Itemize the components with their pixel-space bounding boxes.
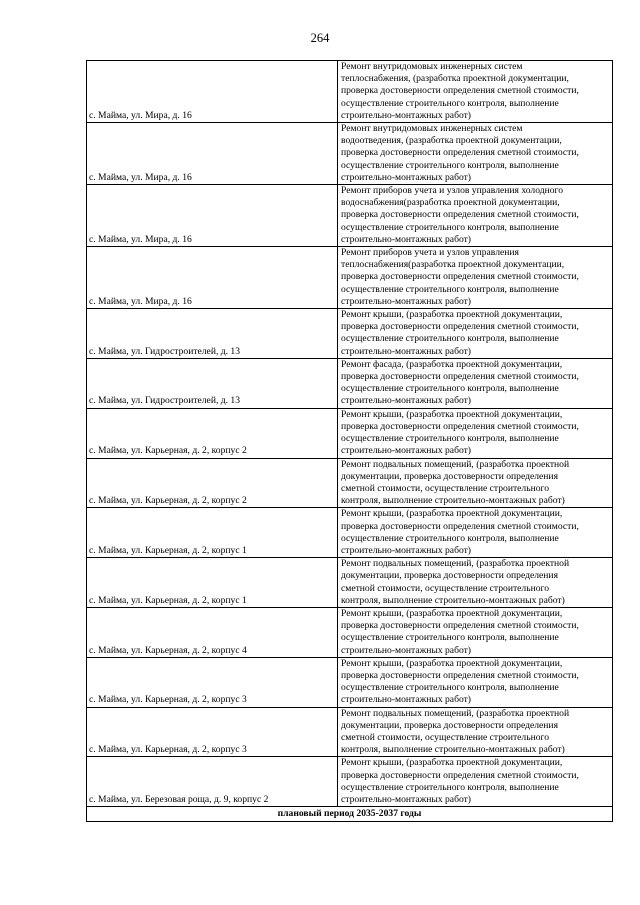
work-description-line: проверка достоверности определения сметной стоимости, (341, 520, 579, 532)
work-description-line: Ремонт крыши, (разработка проектной документации, (341, 607, 563, 619)
work-description-line: теплоснабжения(разработка проектной документации, (341, 259, 565, 271)
table-row (87, 185, 613, 247)
work-description-line: Ремонт приборов учета и узлов управления холодного (341, 185, 564, 197)
work-description-line: строительно-монтажных работ) (341, 793, 472, 805)
work-description-line: осуществление строительного контроля, выполнение (341, 283, 559, 295)
work-description-cell (338, 607, 613, 657)
work-description-line: проверка достоверности определения сметной стоимости, (341, 769, 579, 781)
table-row (87, 458, 613, 508)
work-description-line: теплоснабжения, (разработка проектной документации, (341, 73, 569, 85)
work-description-cell (338, 657, 613, 707)
work-description-line: осуществление строительного контроля, выполнение (341, 682, 559, 694)
work-description-line: осуществление строительного контроля, выполнение (341, 433, 559, 445)
work-description-line: проверка достоверности определения сметной стоимости, (341, 371, 579, 383)
work-description-line: контроля, выполнение строительно-монтажных работ) (341, 495, 565, 507)
work-description-line: контроля, выполнение строительно-монтажных работ) (341, 594, 565, 606)
table-row (87, 657, 613, 707)
table-row (87, 508, 613, 558)
table-row (87, 757, 613, 807)
address-cell: с. Майма, ул. Карьерная, д. 2, корпус 1 (87, 508, 338, 558)
work-description-line: осуществление строительного контроля, выполнение (341, 221, 559, 233)
work-description-line: Ремонт крыши, (разработка проектной документации, (341, 408, 563, 420)
work-description-line: осуществление строительного контроля, выполнение (341, 97, 559, 109)
work-description-line: строительно-монтажных работ) (341, 395, 472, 407)
works-table-body (87, 61, 613, 822)
address-cell: с. Майма, ул. Мира, д. 16 (87, 123, 338, 185)
table-row (87, 247, 613, 309)
table-row (87, 607, 613, 657)
page-number: 264 (310, 31, 330, 45)
work-description-line: сметной стоимости, осуществление строительного (341, 482, 549, 494)
work-description-line: осуществление строительного контроля, выполнение (341, 781, 559, 793)
address-cell: с. Майма, ул. Мира, д. 16 (87, 247, 338, 309)
work-description-line: документации, проверка достоверности определения (341, 470, 558, 482)
work-description-cell (338, 707, 613, 757)
work-description-cell (338, 61, 613, 123)
work-description-line: водоснабжения(разработка проектной документации, (341, 197, 560, 209)
work-description-line: строительно-монтажных работ) (341, 544, 472, 556)
work-description-cell (338, 123, 613, 185)
work-description-line: проверка достоверности определения сметной стоимости, (341, 420, 579, 432)
work-description-line: строительно-монтажных работ) (341, 644, 472, 656)
work-description-line: Ремонт крыши, (разработка проектной документации, (341, 657, 563, 669)
table-row (87, 61, 613, 123)
address-cell: с. Майма, ул. Мира, д. 16 (87, 185, 338, 247)
work-description-line: Ремонт крыши, (разработка проектной документации, (341, 309, 563, 321)
address-cell: с. Майма, ул. Карьерная, д. 2, корпус 3 (87, 657, 338, 707)
work-description-line: строительно-монтажных работ) (341, 171, 472, 183)
work-description-line: осуществление строительного контроля, выполнение (341, 632, 559, 644)
address-cell: с. Майма, ул. Гидростроителей, д. 13 (87, 358, 338, 408)
work-description-line: проверка достоверности определения сметной стоимости, (341, 147, 579, 159)
table-row (87, 123, 613, 185)
work-description-line: проверка достоверности определения сметной стоимости, (341, 209, 579, 221)
work-description-line: строительно-монтажных работ) (341, 694, 472, 706)
table-row (87, 408, 613, 458)
work-description-cell (338, 185, 613, 247)
works-table (86, 60, 613, 822)
address-cell: с. Майма, ул. Березовая роща, д. 9, корпус 2 (87, 757, 338, 807)
work-description-line: Ремонт внутридомовых инженерных систем (341, 61, 523, 72)
work-description-line: Ремонт крыши, (разработка проектной документации, (341, 757, 563, 769)
period-row (87, 807, 613, 822)
work-description-line: Ремонт подвальных помещений, (разработка проектной (341, 458, 570, 470)
work-description-cell (338, 247, 613, 309)
address-cell: с. Майма, ул. Карьерная, д. 2, корпус 2 (87, 408, 338, 458)
address-cell: с. Майма, ул. Карьерная, д. 2, корпус 1 (87, 558, 338, 608)
work-description-line: проверка достоверности определения сметной стоимости, (341, 85, 579, 97)
work-description-cell (338, 309, 613, 359)
work-description-line: сметной стоимости, осуществление строительного (341, 582, 549, 594)
work-description-line: проверка достоверности определения сметной стоимости, (341, 271, 579, 283)
work-description-line: проверка достоверности определения сметной стоимости, (341, 669, 579, 681)
address-cell: с. Майма, ул. Карьерная, д. 2, корпус 4 (87, 607, 338, 657)
work-description-line: проверка достоверности определения сметной стоимости, (341, 321, 579, 333)
table-row (87, 309, 613, 359)
work-description-line: контроля, выполнение строительно-монтажных работ) (341, 744, 565, 756)
work-description-line: осуществление строительного контроля, выполнение (341, 159, 559, 171)
work-description-line: Ремонт подвальных помещений, (разработка проектной (341, 558, 570, 570)
table-row (87, 558, 613, 608)
work-description-line: сметной стоимости, осуществление строительного (341, 731, 549, 743)
work-description-line: Ремонт приборов учета и узлов управления (341, 247, 519, 259)
work-description-cell (338, 508, 613, 558)
address-cell: с. Майма, ул. Гидростроителей, д. 13 (87, 309, 338, 359)
period-label: плановый период 2035-2037 годы (87, 807, 613, 822)
work-description-line: водоотведения, (разработка проектной документации, (341, 135, 562, 147)
work-description-line: осуществление строительного контроля, выполнение (341, 383, 559, 395)
work-description-line: документации, проверка достоверности определения (341, 570, 558, 582)
address-cell: с. Майма, ул. Карьерная, д. 2, корпус 2 (87, 458, 338, 508)
work-description-line: строительно-монтажных работ) (341, 233, 472, 245)
work-description-cell (338, 458, 613, 508)
work-description-line: Ремонт внутридомовых инженерных систем (341, 123, 523, 135)
work-description-cell (338, 408, 613, 458)
work-description-line: осуществление строительного контроля, выполнение (341, 333, 559, 345)
work-description-line: строительно-монтажных работ) (341, 445, 472, 457)
work-description-line: осуществление строительного контроля, выполнение (341, 532, 559, 544)
table-row (87, 358, 613, 408)
work-description-cell (338, 358, 613, 408)
work-description-cell (338, 757, 613, 807)
work-description-line: строительно-монтажных работ) (341, 109, 472, 121)
work-description-line: Ремонт фасада, (разработка проектной документации, (341, 358, 563, 370)
work-description-line: строительно-монтажных работ) (341, 295, 472, 307)
work-description-line: документации, проверка достоверности определения (341, 719, 558, 731)
work-description-line: строительно-монтажных работ) (341, 345, 472, 357)
work-description-line: проверка достоверности определения сметной стоимости, (341, 620, 579, 632)
work-description-line: Ремонт крыши, (разработка проектной документации, (341, 508, 563, 520)
address-cell: с. Майма, ул. Мира, д. 16 (87, 61, 338, 123)
table-row (87, 707, 613, 757)
work-description-cell (338, 558, 613, 608)
work-description-line: Ремонт подвальных помещений, (разработка проектной (341, 707, 570, 719)
address-cell: с. Майма, ул. Карьерная, д. 2, корпус 3 (87, 707, 338, 757)
